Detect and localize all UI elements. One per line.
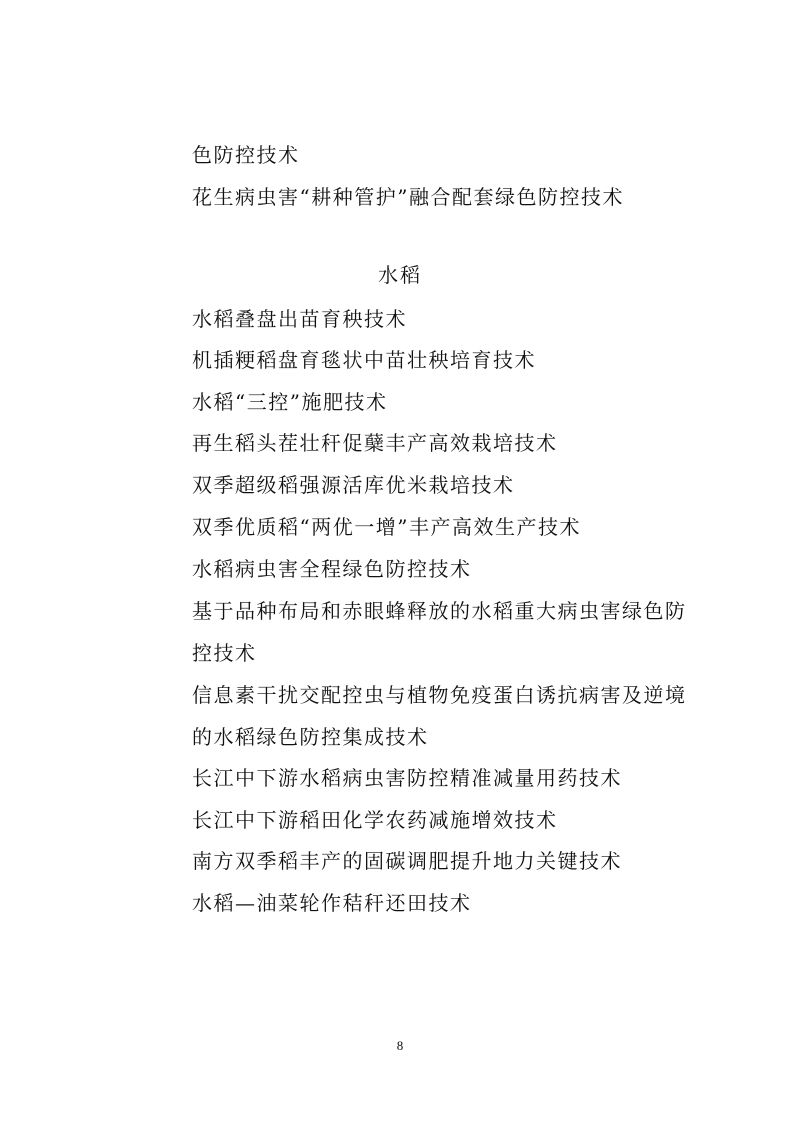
- item-text-continuation: 的水稻绿色防控集成技术: [192, 725, 429, 749]
- item-text: 南方双季稻丰产的固碳调肥提升地力关键技术: [192, 849, 622, 873]
- item-text: 基于品种布局和赤眼蜂释放的水稻重大病虫害绿色防: [192, 599, 687, 623]
- item-text: 双季超级稻强源活库优米栽培技术: [192, 473, 515, 497]
- item-text: 再生稻头茬壮秆促蘖丰产高效栽培技术: [192, 431, 558, 455]
- item-text: 长江中下游水稻病虫害防控精准减量用药技术: [192, 766, 622, 790]
- item-text: 信息素干扰交配控虫与植物免疫蛋白诱抗病害及逆境: [192, 683, 687, 707]
- item-text: 长江中下游稻田化学农药减施增效技术: [192, 808, 558, 832]
- page-number: 8: [396, 1038, 404, 1053]
- item-text: 色防控技术: [192, 143, 300, 167]
- item-text: 水稻病虫害全程绿色防控技术: [192, 557, 472, 581]
- item-text: 双季优质稻“两优一增”丰产高效生产技术: [192, 515, 581, 539]
- item-text: 机插粳稻盘育毯状中苗壮秧培育技术: [192, 348, 536, 372]
- item-text: 水稻叠盘出苗育秧技术: [192, 307, 407, 331]
- item-text: 水稻—油菜轮作秸秆还田技术: [192, 891, 472, 915]
- item-text: 水稻“三控”施肥技术: [192, 390, 388, 414]
- item-text-continuation: 控技术: [192, 641, 257, 665]
- item-text: 花生病虫害“耕种管护”融合配套绿色防控技术: [192, 185, 624, 209]
- section-title: 水稻: [378, 263, 422, 287]
